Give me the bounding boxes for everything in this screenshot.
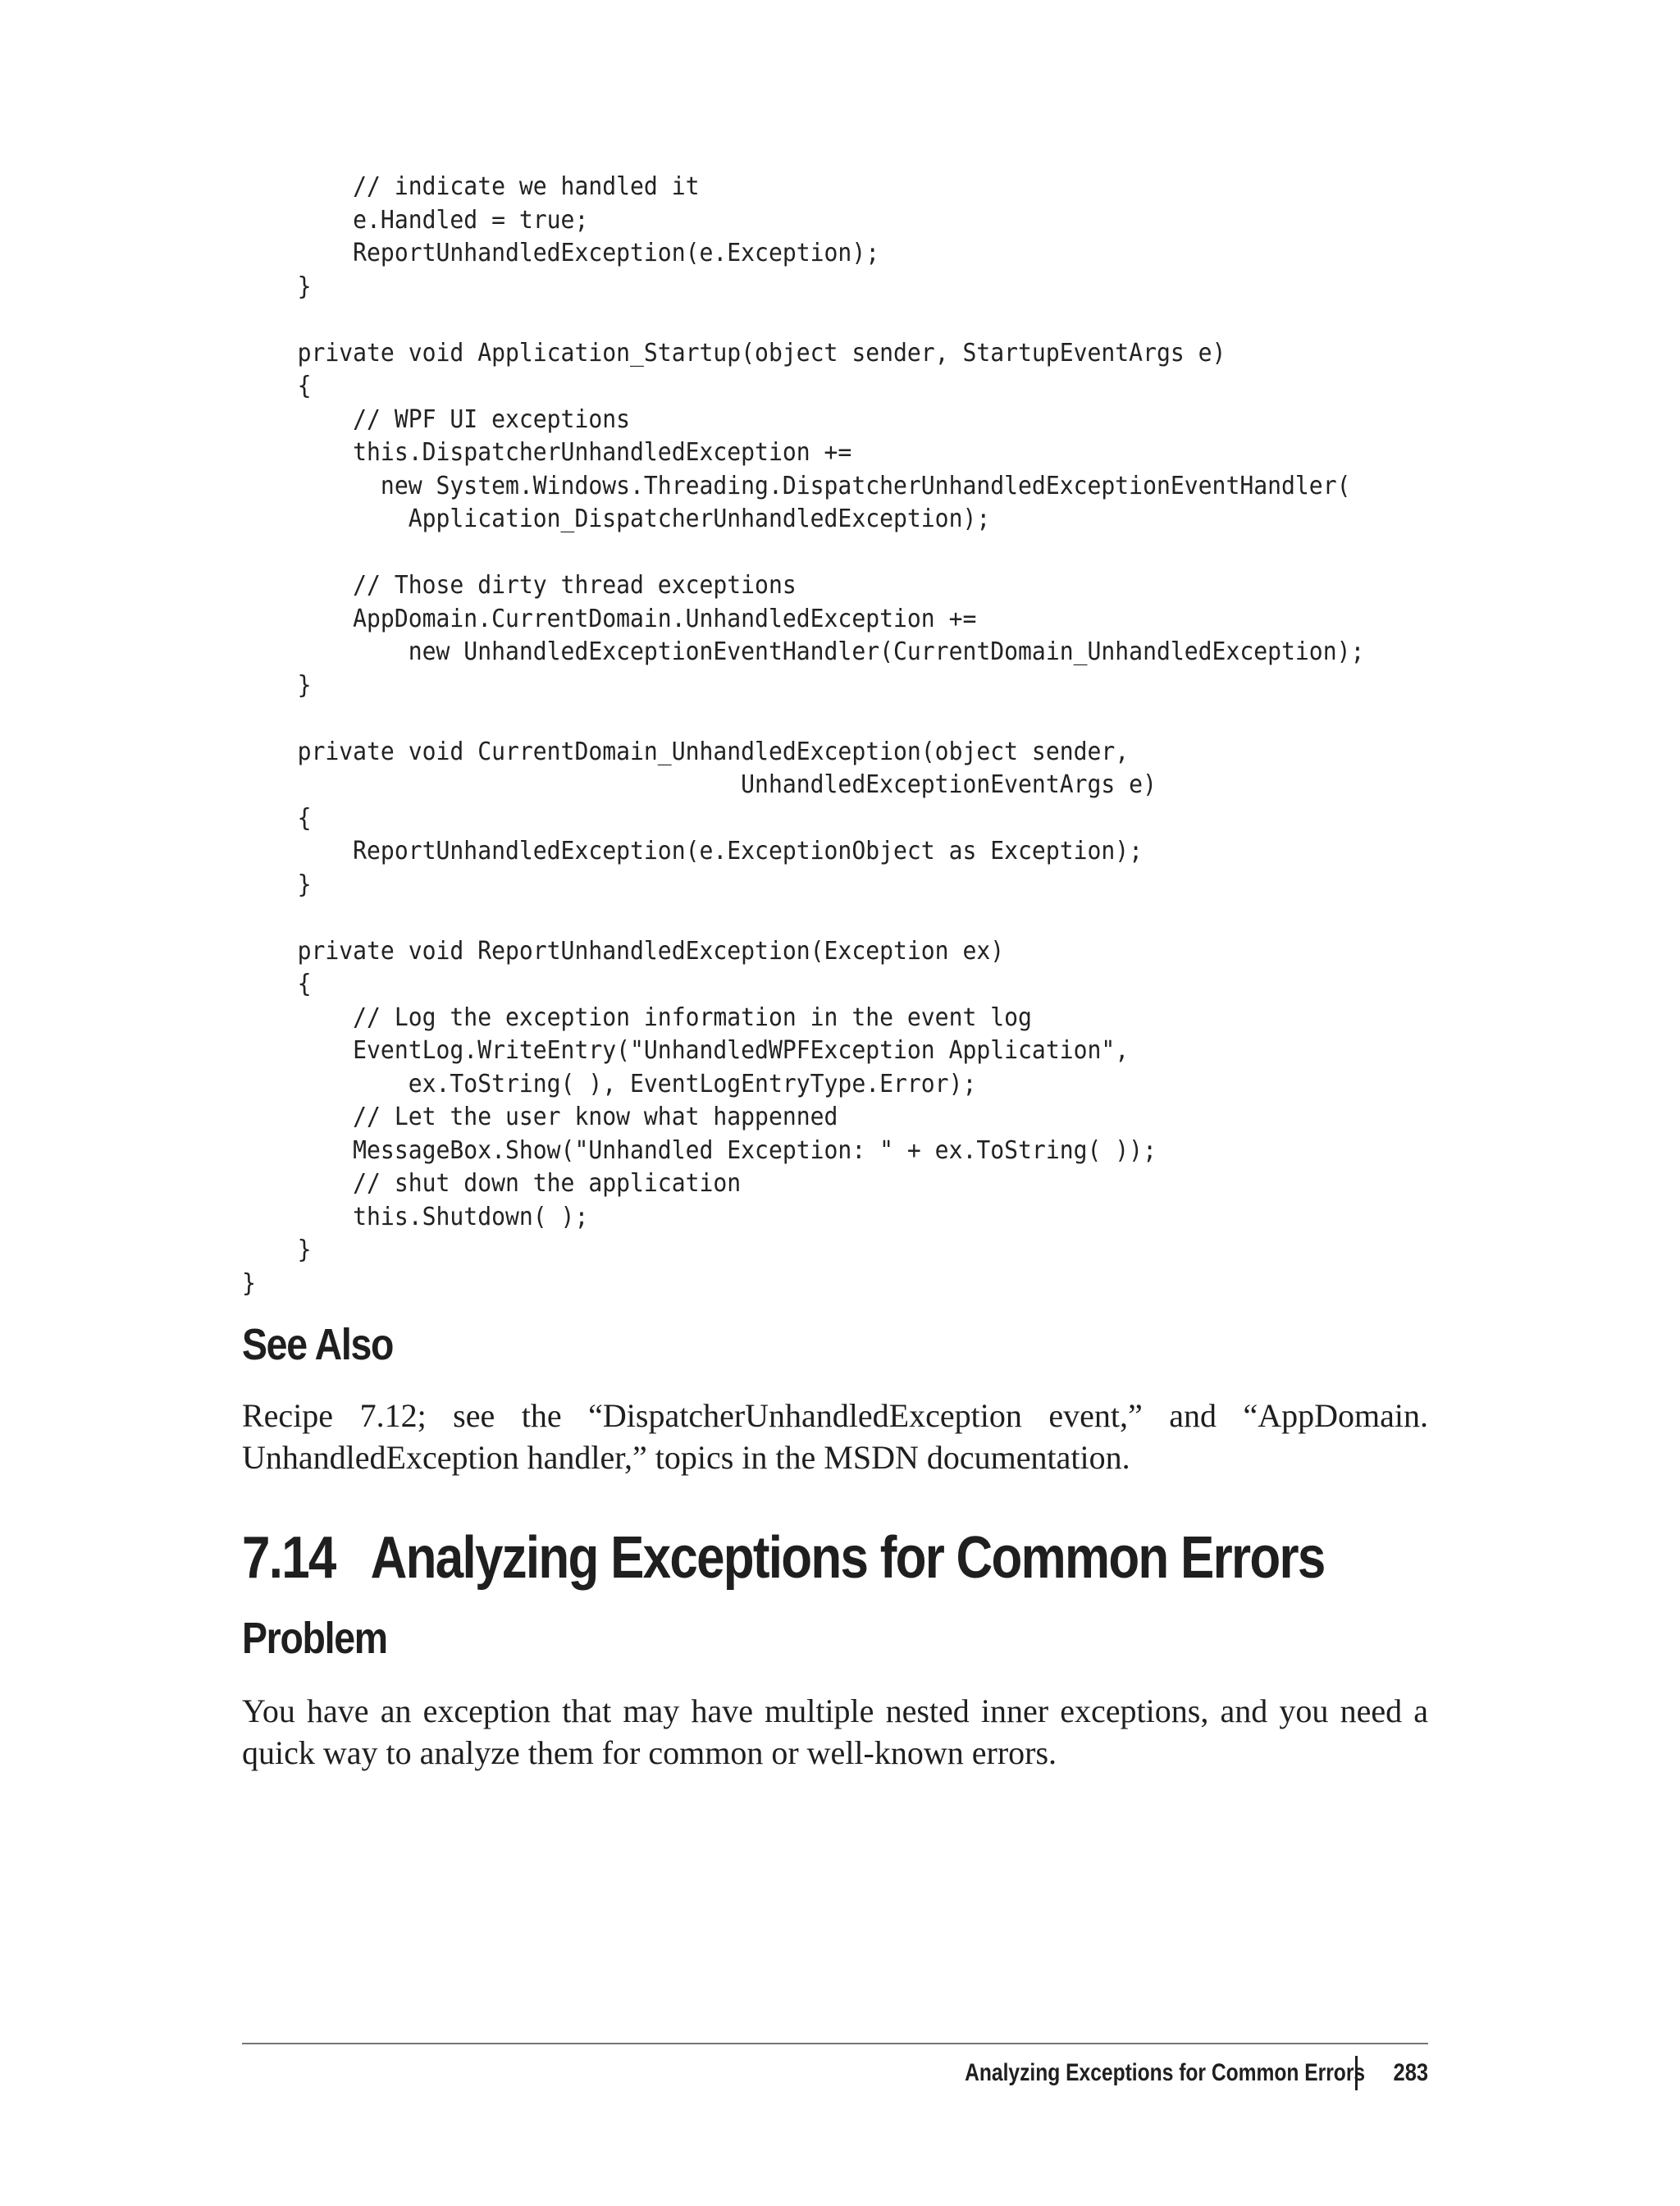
code-line: private void CurrentDomain_UnhandledException(object sender, [242, 737, 1130, 766]
code-line: // shut down the application [242, 1169, 742, 1198]
code-line: AppDomain.CurrentDomain.UnhandledException += [242, 604, 977, 633]
code-line [242, 537, 1364, 570]
code-line: Application_DispatcherUnhandledException); [242, 505, 991, 533]
see-also-heading: See Also [242, 1320, 394, 1369]
code-line: // indicate we handled it [242, 172, 700, 201]
code-line: } [242, 870, 312, 899]
code-line [242, 702, 1364, 736]
section-heading [242, 1524, 1325, 1592]
code-line: } [242, 1268, 256, 1298]
code-line: } [242, 670, 312, 700]
code-line: // Those dirty thread exceptions [242, 571, 797, 600]
footer-rule [242, 2043, 1428, 2044]
code-line: private void Application_Startup(object sender, StartupEventArgs e) [242, 338, 1226, 368]
code-line: e.Handled = true; [242, 205, 589, 235]
code-line: } [242, 272, 312, 301]
code-line: MessageBox.Show("Unhandled Exception: " + ex.ToString( )); [242, 1135, 1157, 1165]
see-also-paragraph: Recipe 7.12; see the “DispatcherUnhandledException event,” and “AppDomain. UnhandledException handler,” topics in the MSDN documentation. [242, 1397, 1428, 1476]
code-line: this.Shutdown( ); [242, 1202, 589, 1231]
code-line: new UnhandledExceptionEventHandler(CurrentDomain_UnhandledException); [242, 637, 1365, 666]
code-line: this.DispatcherUnhandledException += [242, 438, 852, 467]
code-line: ReportUnhandledException(e.Exception); [242, 239, 880, 267]
section-number: 7.14 [242, 1525, 336, 1591]
problem-heading: Problem [242, 1614, 387, 1663]
code-listing [242, 171, 1364, 1300]
code-line: EventLog.WriteEntry("UnhandledWPFException Application", [242, 1036, 1130, 1065]
section-title: Analyzing Exceptions for Common Errors [370, 1525, 1325, 1591]
code-line: // WPF UI exceptions [242, 404, 631, 434]
code-line [242, 902, 1364, 935]
page-number: 283 [1393, 2059, 1428, 2086]
code-line: ReportUnhandledException(e.ExceptionObject as Exception); [242, 837, 1144, 866]
code-line: { [242, 970, 312, 998]
code-line: { [242, 803, 312, 833]
code-line: ex.ToString( ), EventLogEntryType.Error); [242, 1069, 977, 1098]
running-title: Analyzing Exceptions for Common Errors [964, 2059, 1365, 2086]
code-line: new System.Windows.Threading.DispatcherUnhandledExceptionEventHandler( [242, 471, 1351, 500]
code-line: // Log the exception information in the event log [242, 1003, 1032, 1032]
code-line [242, 304, 1364, 337]
code-line: UnhandledExceptionEventArgs e) [242, 770, 1157, 799]
code-line: } [242, 1235, 312, 1264]
code-line: private void ReportUnhandledException(Exception ex) [242, 936, 1005, 966]
code-line: { [242, 372, 312, 400]
page-footer [877, 2055, 1428, 2091]
problem-paragraph: You have an exception that may have multiple nested inner exceptions, and you need a quick way to analyze them for common or well-known errors. [242, 1692, 1428, 1771]
code-line: // Let the user know what happenned [242, 1103, 838, 1131]
